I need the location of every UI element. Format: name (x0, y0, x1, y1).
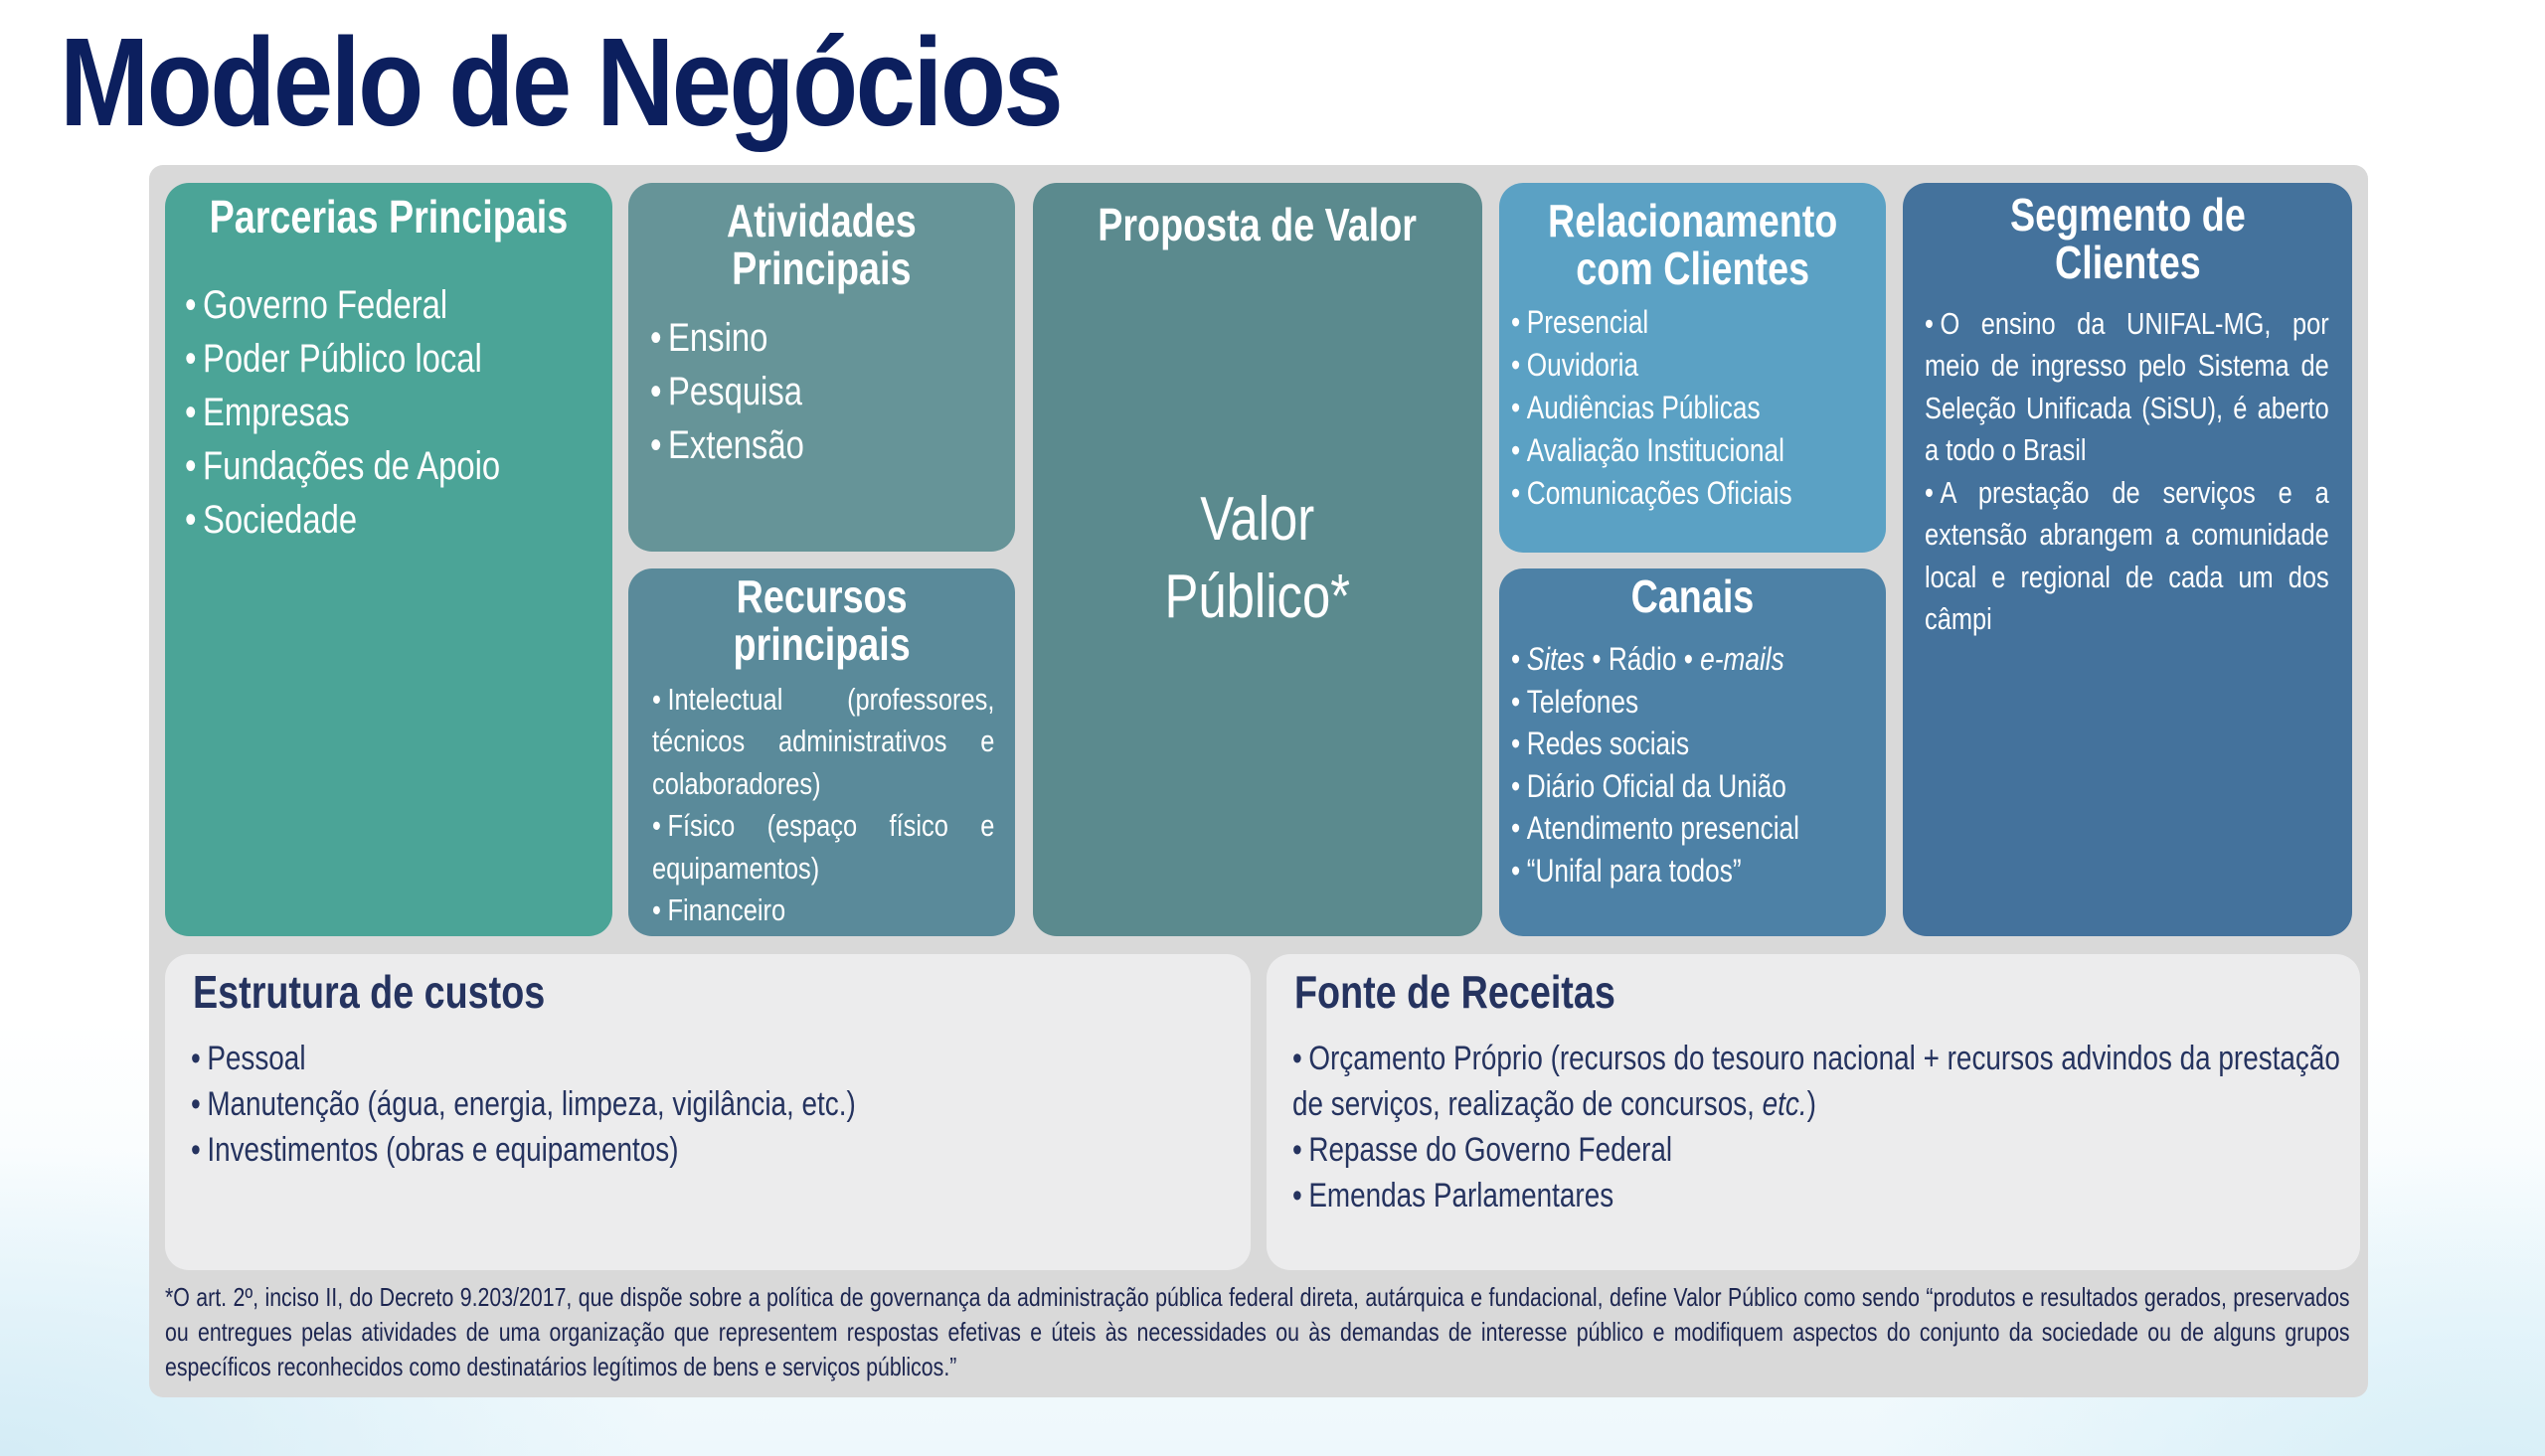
list-item: • Investimentos (obras e equipamentos) (191, 1127, 1202, 1173)
list-item: • Atendimento presencial (1511, 807, 1818, 850)
list-item: • A prestação de serviços e a extensão abrangem a comunidade local e regional de cada um dos câmpi (1925, 472, 2329, 641)
customer-segments-title (1903, 191, 2352, 287)
list-item: • Comunicações Oficiais (1511, 472, 1818, 515)
cost-structure-list (191, 1036, 1202, 1173)
revenue-streams-list (1292, 1036, 2344, 1218)
public-value-line1: Valor (1200, 485, 1315, 554)
page-title: Modelo de Negócios (60, 12, 1062, 152)
list-item: • Físico (espaço físico e equipamentos) (652, 805, 994, 890)
key-activities-box (628, 183, 1015, 552)
key-resources-list (652, 679, 994, 932)
key-partners-title-text: Parcerias Principais (209, 191, 569, 243)
channels-title (1499, 572, 1886, 620)
list-item: • “Unifal para todos” (1511, 850, 1818, 892)
customer-segments-list (1925, 303, 2329, 641)
business-model-canvas (149, 165, 2368, 1397)
key-partners-list (185, 278, 536, 547)
customer-segments-title-line1: Segmento de (2009, 189, 2246, 241)
revenue-streams-title (1294, 968, 2360, 1016)
value-proposition-title-text: Proposta de Valor (1098, 199, 1418, 250)
channels-list (1511, 638, 1818, 891)
key-resources-title-line1: Recursos (736, 570, 908, 622)
key-partners-title (165, 193, 612, 241)
key-activities-title (628, 197, 1015, 293)
cost-structure-box (165, 954, 1251, 1270)
revenue-item-close: ) (1806, 1085, 1816, 1124)
list-item: • Audiências Públicas (1511, 387, 1818, 429)
list-item: • Extensão (650, 418, 949, 472)
customer-relationships-title-line1: Relacionamento (1547, 195, 1838, 246)
list-item: • Governo Federal (185, 278, 536, 332)
customer-segments-title-line2: Clientes (2054, 237, 2201, 289)
list-item: • Ensino (650, 311, 949, 365)
key-partners-box (165, 183, 612, 936)
customer-relationships-box (1499, 183, 1886, 553)
list-item: • Ouvidoria (1511, 344, 1818, 387)
key-activities-list (650, 311, 949, 472)
list-item: • Redes sociais (1511, 723, 1818, 765)
list-item: • Financeiro (652, 890, 994, 932)
list-item: • Pessoal (191, 1036, 1202, 1081)
list-item: • Emendas Parlamentares (1292, 1173, 2344, 1218)
revenue-item-etc: etc. (1762, 1085, 1807, 1124)
list-item (1511, 638, 1818, 681)
value-proposition-box (1033, 183, 1482, 936)
list-item: • Intelectual (professores, técnicos administrativos e colaboradores) (652, 679, 994, 806)
list-item: • Manutenção (água, energia, limpeza, vigilância, etc.) (191, 1081, 1202, 1127)
customer-relationships-list (1511, 301, 1818, 515)
footnote (165, 1280, 2350, 1384)
channels-box (1499, 568, 1886, 936)
public-value-line2: Público* (1164, 563, 1351, 631)
list-item: • Repasse do Governo Federal (1292, 1127, 2344, 1173)
customer-relationships-title (1499, 197, 1886, 293)
list-item (1292, 1036, 2344, 1127)
key-activities-title-line2: Principais (732, 243, 912, 295)
list-item: • Telefones (1511, 681, 1818, 724)
list-item: • Fundações de Apoio (185, 439, 536, 493)
revenue-item-text: Orçamento Próprio (recursos do tesouro nacional + recursos advindos da prestação de serviços, realização de concursos, (1292, 1040, 2340, 1124)
list-item: • Empresas (185, 386, 536, 439)
key-resources-title (628, 572, 1015, 669)
channel-sep: • Rádio • (1585, 641, 1701, 678)
key-resources-box (628, 568, 1015, 936)
footnote-text: *O art. 2º, inciso II, do Decreto 9.203/2017, que dispõe sobre a política de governança da administração pública federal direta, autárquica e fundacional, define Valor Público como sendo “produtos e resultados gerados, preservados ou entregues pelas atividades de uma organização que representem respostas efetivas e úteis às necessidades ou às demandas de interesse público e modifiquem aspectos do conjunto da sociedade ou de alguns grupos específicos reconhecidos como destinatários legítimos de bens e serviços públicos.” (165, 1282, 2350, 1381)
channel-emails: e-mails (1700, 641, 1784, 678)
list-item: • Pesquisa (650, 365, 949, 418)
list-item: • O ensino da UNIFAL-MG, por meio de ingresso pelo Sistema de Seleção Unificada (SiSU), é aberto a todo o Brasil (1925, 303, 2329, 472)
key-resources-title-line2: principais (733, 618, 911, 671)
value-proposition-title (1033, 201, 1482, 248)
revenue-streams-box (1267, 954, 2360, 1270)
key-activities-title-line1: Atividades (727, 195, 917, 246)
public-value-text (1033, 481, 1482, 636)
cost-structure-title-text: Estrutura de custos (193, 966, 546, 1018)
customer-relationships-title-line2: com Clientes (1576, 243, 1809, 295)
list-item: • Poder Público local (185, 332, 536, 386)
list-item: • Avaliação Institucional (1511, 429, 1818, 472)
customer-segments-box (1903, 183, 2352, 936)
revenue-streams-title-text: Fonte de Receitas (1294, 966, 1615, 1018)
channels-title-text: Canais (1630, 570, 1755, 622)
list-item: • Presencial (1511, 301, 1818, 344)
list-item: • Sociedade (185, 493, 536, 547)
list-item: • Diário Oficial da União (1511, 765, 1818, 808)
cost-structure-title (193, 968, 1251, 1016)
channel-sites: Sites (1526, 641, 1586, 678)
